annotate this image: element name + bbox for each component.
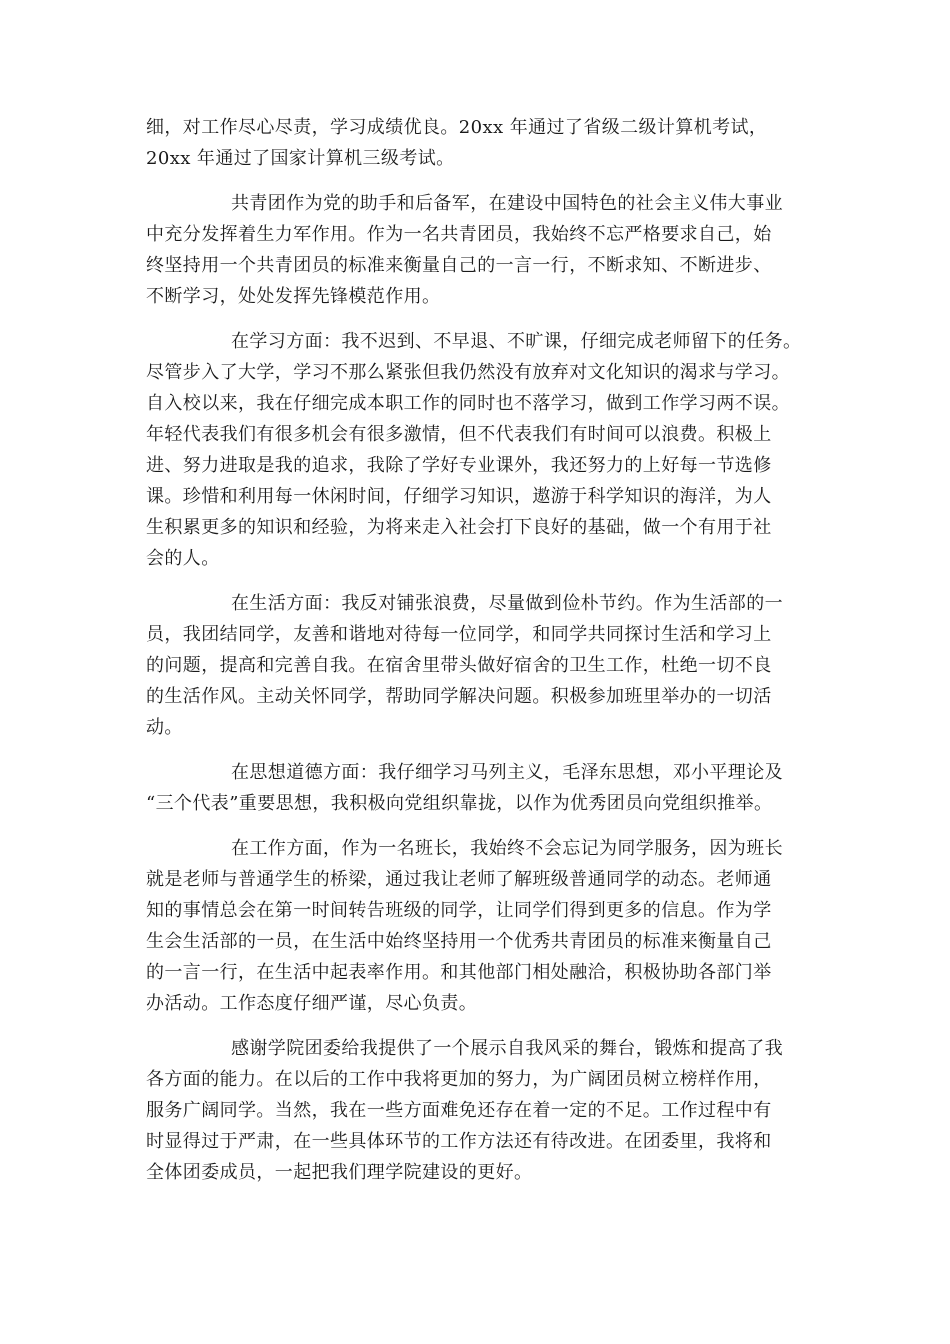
- text-line: 自入校以来，我在仔细完成本职工作的同时也不落学习，做到工作学习两不误。: [146, 393, 790, 414]
- text-line: 会的人。: [146, 548, 220, 569]
- text-line: 共青团作为党的助手和后备军，在建设中国特色的社会主义伟大事业: [231, 193, 783, 214]
- text-line: 20xx 年通过了国家计算机三级考试。: [146, 148, 455, 169]
- text-line: 细，对工作尽心尽责，学习成绩优良。20xx 年通过了省级二级计算机考试，: [146, 117, 768, 138]
- text-line: 终坚持用一个共青团员的标准来衡量自己的一言一行，不断求知、不断进步、: [146, 255, 772, 276]
- text-line: 服务广阔同学。当然，我在一些方面难免还存在着一定的不足。工作过程中有: [146, 1100, 772, 1121]
- text-line: 年轻代表我们有很多机会有很多激情，但不代表我们有时间可以浪费。积极上: [146, 424, 772, 445]
- text-line: 生会生活部的一员，在生活中始终坚持用一个优秀共青团员的标准来衡量自己: [146, 931, 772, 952]
- text-line: 的一言一行，在生活中起表率作用。和其他部门相处融洽，积极协助各部门举: [146, 962, 772, 983]
- paragraph-morality: [146, 757, 818, 819]
- paragraph-study: [146, 326, 818, 574]
- text-line: 中充分发挥着生力军作用。作为一名共青团员，我始终不忘严格要求自己，始: [146, 224, 772, 245]
- paragraph-work: [146, 833, 818, 1019]
- text-line: 在生活方面：我反对铺张浪费，尽量做到俭朴节约。作为生活部的一: [231, 593, 783, 614]
- document-body: [146, 112, 818, 1188]
- text-line: 生积累更多的知识和经验，为将来走入社会打下良好的基础，做一个有用于社: [146, 517, 772, 538]
- text-line: 尽管步入了大学，学习不那么紧张但我仍然没有放弃对文化知识的渴求与学习。: [146, 362, 790, 383]
- text-line: 员，我团结同学，友善和谐地对待每一位同学，和同学共同探讨生活和学习上: [146, 624, 772, 645]
- text-line: 的问题，提高和完善自我。在宿舍里带头做好宿舍的卫生工作，杜绝一切不良: [146, 655, 772, 676]
- text-line: 时显得过于严肃，在一些具体环节的工作方法还有待改进。在团委里，我将和: [146, 1131, 772, 1152]
- text-line: 在学习方面：我不迟到、不早退、不旷课，仔细完成老师留下的任务。: [231, 331, 802, 352]
- text-line: 感谢学院团委给我提供了一个展示自我风采的舞台，锻炼和提高了我: [231, 1038, 783, 1059]
- text-line: 知的事情总会在第一时间转告班级的同学，让同学们得到更多的信息。作为学: [146, 900, 772, 921]
- paragraph-thanks: [146, 1033, 818, 1188]
- text-line: 各方面的能力。在以后的工作中我将更加的努力，为广阔团员树立榜样作用，: [146, 1069, 772, 1090]
- text-line: 的生活作风。主动关怀同学，帮助同学解决问题。积极参加班里举办的一切活: [146, 686, 772, 707]
- paragraph-life: [146, 588, 818, 743]
- text-line: 就是老师与普通学生的桥梁，通过我让老师了解班级普通同学的动态。老师通: [146, 869, 772, 890]
- text-line: 课。珍惜和利用每一休闲时间，仔细学习知识，遨游于科学知识的海洋，为人: [146, 486, 772, 507]
- paragraph-continuation: [146, 112, 818, 174]
- paragraph-youth-league: [146, 188, 818, 312]
- text-line: 全体团委成员，一起把我们理学院建设的更好。: [146, 1162, 533, 1183]
- text-line: 不断学习，处处发挥先锋模范作用。: [146, 286, 441, 307]
- text-line: “三个代表”重要思想，我积极向党组织靠拢，以作为优秀团员向党组织推举。: [146, 793, 773, 814]
- text-line: 动。: [146, 717, 183, 738]
- text-line: 进、努力进取是我的追求，我除了学好专业课外，我还努力的上好每一节选修: [146, 455, 772, 476]
- text-line: 在思想道德方面：我仔细学习马列主义，毛泽东思想，邓小平理论及: [231, 762, 783, 783]
- text-line: 在工作方面，作为一名班长，我始终不会忘记为同学服务，因为班长: [231, 838, 783, 859]
- text-line: 办活动。工作态度仔细严谨，尽心负责。: [146, 993, 478, 1014]
